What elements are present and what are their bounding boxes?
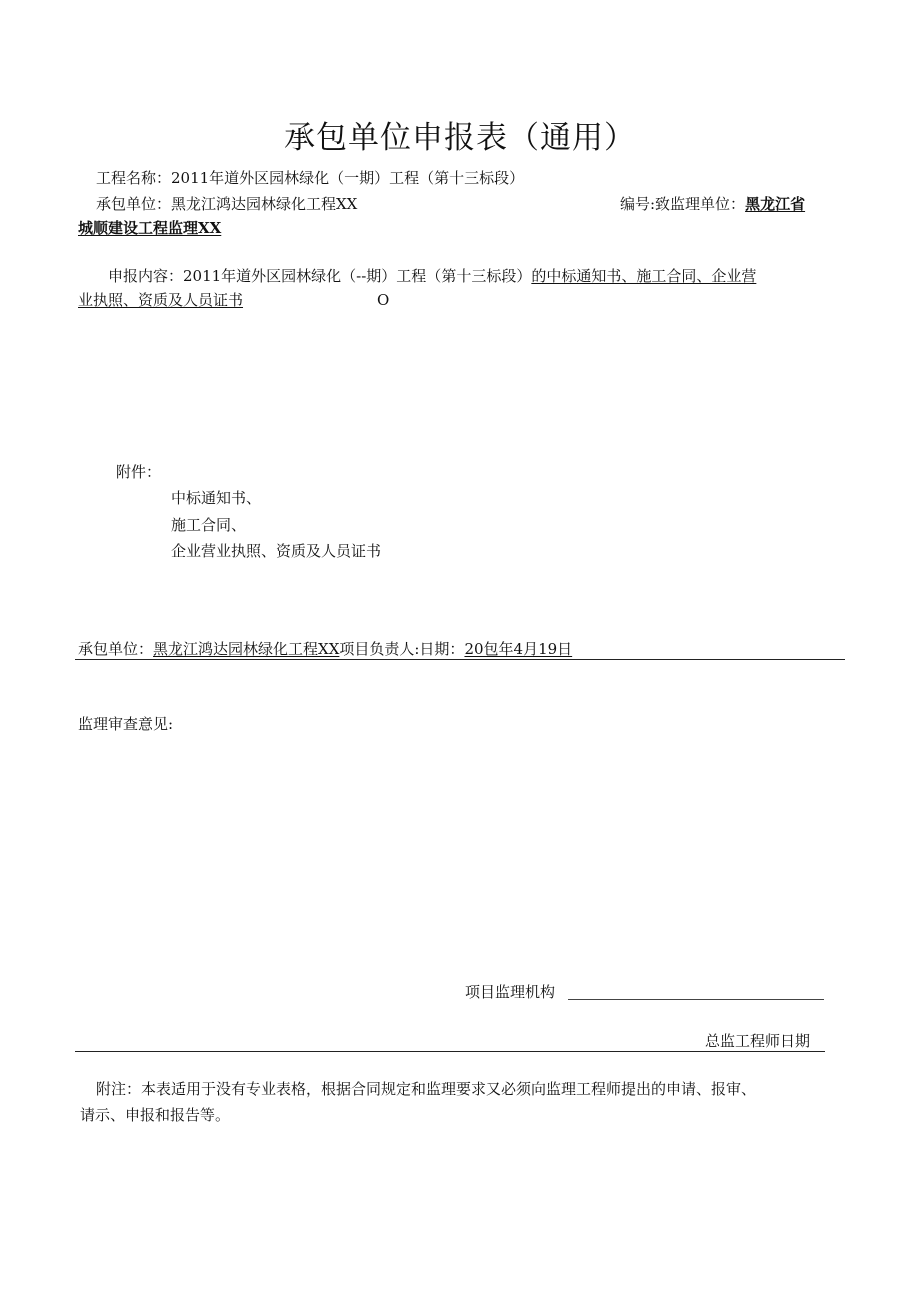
contractor: 承包单位：黑龙江鸿达园林绿化工程XX <box>96 195 358 213</box>
sign-line <box>78 639 572 659</box>
supervisor-name-part2: 城顺建设工程监理XX <box>78 219 222 237</box>
note-line1: 附注：本表适用于没有专业表格，根据合同规定和监理要求又必须向监理工程师提出的申请、报审、 <box>96 1080 757 1098</box>
project-name: 工程名称：2011年道外区园林绿化（一期）工程（第十三标段） <box>96 169 525 187</box>
supervisor-line <box>620 194 805 214</box>
agency-label: 项目监理机构 <box>465 983 556 1001</box>
attachment-item: 中标通知书、 <box>171 489 262 507</box>
sign-middle: 项目负责人:日期： <box>339 640 465 658</box>
note-line2: 请示、申报和报告等。 <box>80 1106 231 1124</box>
chief-label: 总监工程师日期 <box>705 1032 811 1050</box>
declare-label: 申报内容：2011年道外区园林绿化（--期）工程（第十三标段） <box>108 267 532 285</box>
attach-label: 附件： <box>116 463 162 481</box>
sign-contractor: 黑龙江鸿达园林绿化工程XX <box>153 640 340 658</box>
review-label: 监理审查意见: <box>78 715 174 733</box>
declare-line2 <box>78 290 243 310</box>
declare-content-1: 的中标通知书、施工合同、企业营 <box>531 267 757 285</box>
supervisor-name-part1: 黑龙江省 <box>745 195 806 213</box>
section-divider <box>75 1051 825 1052</box>
declare-end: O <box>377 291 390 309</box>
attachment-item: 企业营业执照、资质及人员证书 <box>171 542 382 560</box>
code-label: 编号:致监理单位： <box>620 195 746 213</box>
section-divider <box>75 659 845 660</box>
declare-content-2: 业执照、资质及人员证书 <box>78 291 244 309</box>
attachment-item: 施工合同、 <box>171 516 247 534</box>
page-title: 承包单位申报表（通用） <box>284 120 636 156</box>
agency-signature-blank <box>568 999 824 1000</box>
sign-date: 20包年4月19日 <box>464 640 573 658</box>
sign-prefix: 承包单位： <box>78 640 154 658</box>
declare-line1 <box>108 266 756 286</box>
